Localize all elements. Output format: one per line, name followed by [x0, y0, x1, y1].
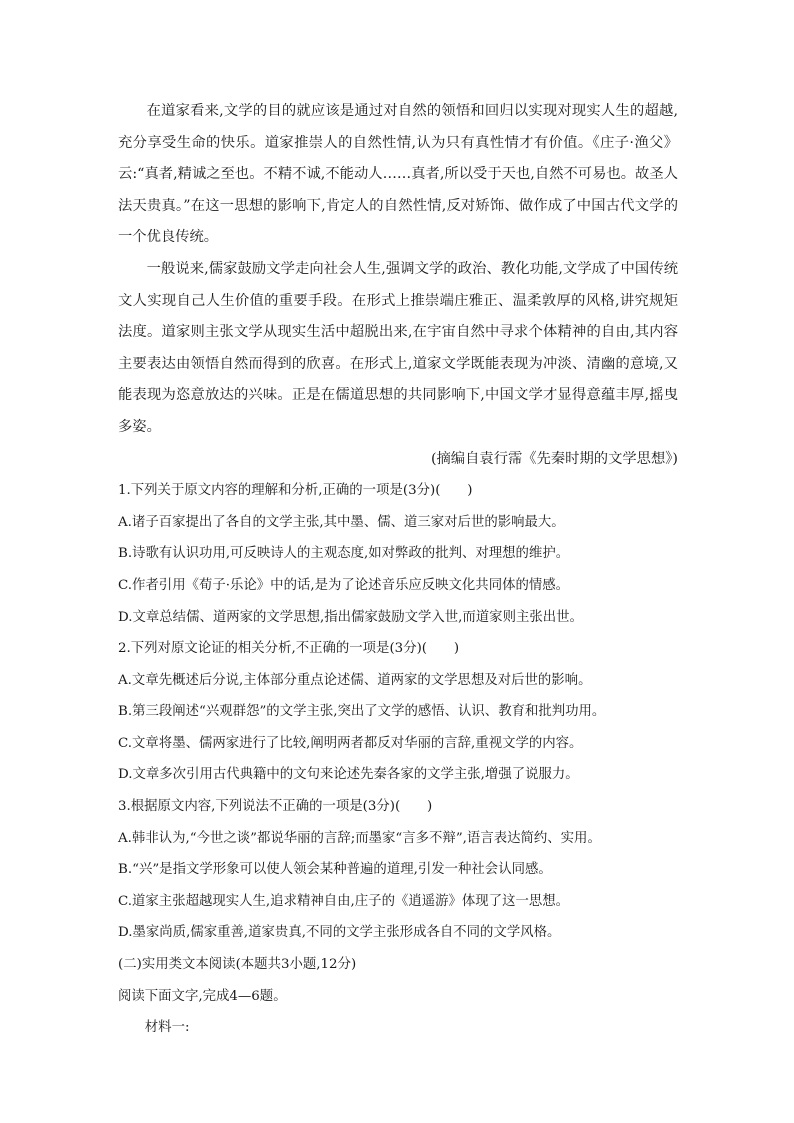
question-1-option-b: B.诗歌有认识功用,可反映诗人的主观态度,如对弊政的批判、对理想的维护。: [118, 546, 570, 562]
question-2-stem: 2.下列对原文论证的相关分析,不正确的一项是(3分)( ): [118, 641, 460, 657]
passage-paragraph-2: 一般说来,儒家鼓励文学走向社会人生,强调文学的政治、教化功能,文学成了中国传统文人实现自己人生价值的重要手段。在形式上推崇端庄雅正、温柔敦厚的风格,讲究规矩法度。道家则主张文学从现实生活中超脱出来,在宇宙自然中寻求个体精神的自由,其内容主要表达由领悟自然而得到的欣喜。在形式上,道家文学既能表现为冲淡、清幽的意境,又能表现为恣意放达的兴味。正是在儒道思想的共同影响下,中国文学才显得意蕴丰厚,摇曳多姿。: [118, 260, 678, 435]
question-2-option-d: D.文章多次引用古代典籍中的文句来论述先秦各家的文学主张,增强了说服力。: [118, 767, 579, 783]
section-heading: (二)实用类文本阅读(本题共3小题,12分): [118, 957, 357, 973]
question-2-option-a: A.文章先概述后分说,主体部分重点论述儒、道两家的文学思想及对后世的影响。: [118, 672, 592, 688]
question-3-option-d: D.墨家尚质,儒家重善,道家贵真,不同的文学主张形成各自不同的文学风格。: [118, 925, 561, 941]
question-3-option-b: B.“兴”是指文学形象可以使人领会某种普遍的道理,引发一种社会认同感。: [118, 862, 552, 878]
question-2-option-c: C.文章将墨、儒两家进行了比较,阐明两者都反对华丽的言辞,重视文学的内容。: [118, 735, 583, 751]
question-1-stem: 1.下列关于原文内容的理解和分析,正确的一项是(3分)( ): [118, 483, 473, 499]
question-3-option-c: C.道家主张超越现实人生,追求精神自由,庄子的《逍遥游》体现了这一思想。: [118, 893, 570, 909]
document-content: [118, 96, 678, 1044]
question-2-option-b: B.第三段阐述“兴观群怨”的文学主张,突出了文学的感悟、认识、教育和批判功用。: [118, 704, 606, 720]
material-label: 材料一:: [144, 1020, 190, 1036]
question-1: [118, 475, 678, 633]
section-instruction: 阅读下面文字,完成4—6题。: [118, 988, 287, 1004]
question-3: [118, 791, 678, 949]
question-1-option-c: C.作者引用《荀子·乐论》中的话,是为了论述音乐应反映文化共同体的情感。: [118, 577, 570, 593]
question-3-stem: 3.根据原文内容,下列说法不正确的一项是(3分)( ): [118, 799, 433, 815]
question-1-option-a: A.诸子百家提出了各自的文学主张,其中墨、儒、道三家对后世的影响最大。: [118, 514, 565, 530]
question-2: [118, 633, 678, 791]
question-1-option-d: D.文章总结儒、道两家的文学思想,指出儒家鼓励文学入世,而道家则主张出世。: [118, 609, 583, 625]
passage-source: (摘编自袁行霈《先秦时期的文学思想》): [430, 450, 678, 467]
passage-paragraph-1: 在道家看来,文学的目的就应该是通过对自然的领悟和回归以实现对现实人生的超越,充分享受生命的快乐。道家推崇人的自然性情,认为只有真性情才有价值。《庄子·渔父》云:“真者,精诚之至也。不精不诚,不能动人……真者,所以受于天也,自然不可易也。故圣人法天贵真。”在这一思想的影响下,肯定人的自然性情,反对矫饰、做作成了中国古代文学的一个优良传统。: [118, 103, 678, 246]
question-3-option-a: A.韩非认为,“今世之谈”都说华丽的言辞;而墨家“言多不辩”,语言表达简约、实用。: [118, 830, 601, 846]
